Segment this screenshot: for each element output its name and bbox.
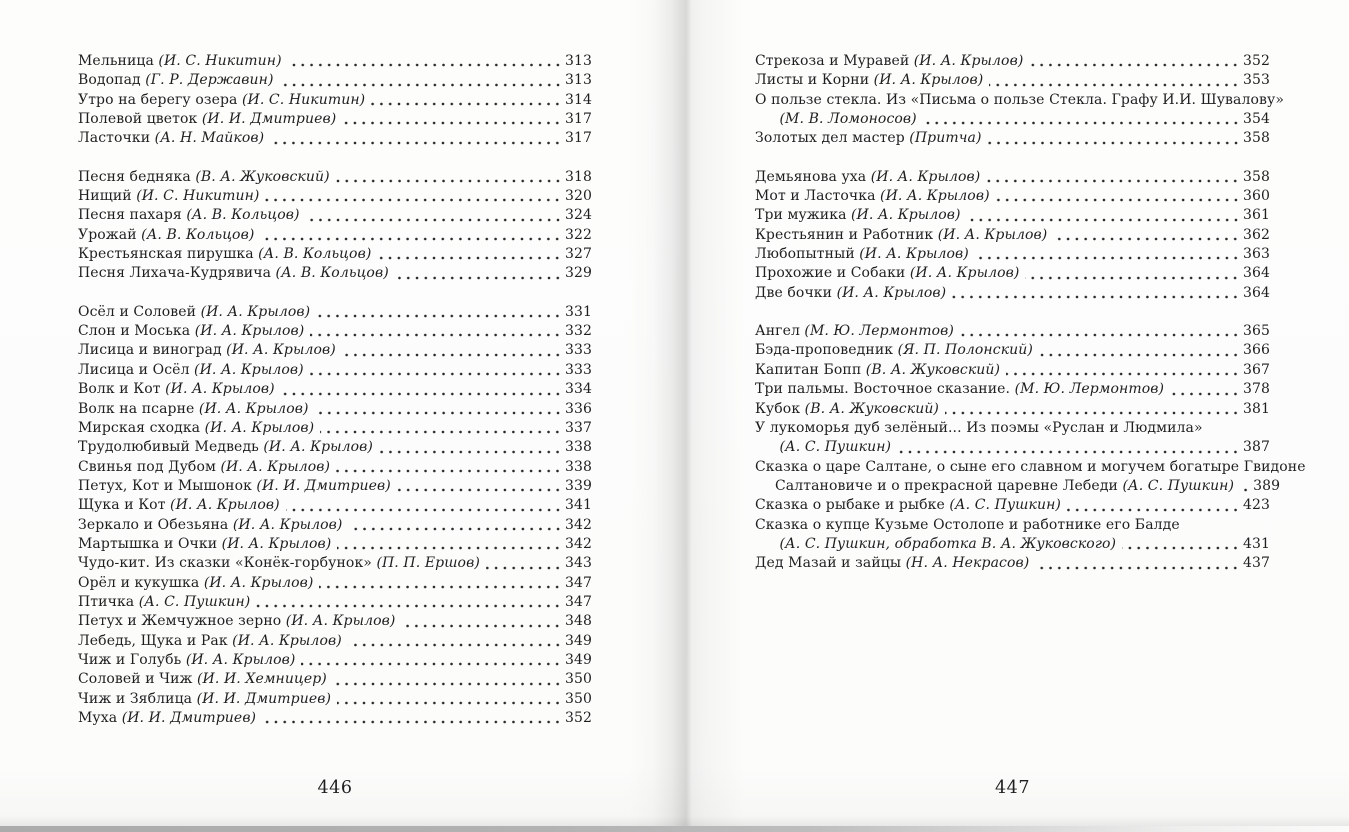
- dot-leader: [280, 76, 562, 89]
- entry-author: (И. А. Крылов): [870, 168, 981, 185]
- entry-title: Три пальмы. Восточное сказание.: [755, 381, 1011, 398]
- entry-page-number: 349: [564, 632, 592, 649]
- toc-entry: [78, 110, 592, 129]
- entry-author: (А. Н. Майков): [154, 130, 265, 147]
- dot-leader: [336, 172, 562, 185]
- entry-page-number: 349: [564, 651, 592, 668]
- entry-page-number: 367: [1242, 361, 1270, 378]
- toc-entry: [78, 419, 592, 438]
- dot-leader: [281, 385, 562, 398]
- entry-title: Песня Лихача-Кудрявича: [78, 265, 272, 282]
- toc-entry: [755, 341, 1270, 360]
- entry-title: Сказка о купце Кузьме Остолопе и работнике его Балде: [755, 516, 1180, 533]
- toc-entry: [78, 612, 592, 631]
- entry-title: Песня пахаря: [78, 207, 182, 224]
- dot-leader: [486, 559, 562, 572]
- toc-group: [755, 322, 1306, 573]
- toc-entry: [78, 71, 592, 90]
- entry-title: Урожай: [78, 226, 137, 243]
- toc-entry: [78, 226, 592, 245]
- dot-leader: [395, 269, 562, 282]
- entry-title: Трудолюбивый Медведь: [78, 439, 259, 456]
- dot-leader: [320, 423, 562, 436]
- entry-title: Водопад: [78, 72, 141, 89]
- entry-author: (И. И. Дмитриев): [256, 477, 391, 494]
- toc-entry: [78, 129, 592, 148]
- entry-title: Лисица и Осёл: [78, 361, 190, 378]
- toc-entry: [78, 535, 592, 554]
- toc-entry: [78, 303, 592, 322]
- entry-author: (И. А. Крылов): [221, 535, 332, 552]
- entry-author: (И. А. Крылов): [836, 284, 947, 301]
- dot-leader: [989, 76, 1240, 89]
- dot-leader: [377, 249, 562, 262]
- toc-entry: [755, 535, 1270, 554]
- entry-page-number: 313: [564, 53, 592, 69]
- toc-right: [755, 52, 1306, 574]
- toc-group: [78, 168, 592, 284]
- toc-entry: [755, 322, 1270, 341]
- entry-page-number: 354: [1242, 111, 1270, 128]
- toc-entry: [755, 129, 1270, 148]
- entry-title: Мирская сходка: [78, 419, 201, 436]
- toc-entry: [755, 419, 1270, 438]
- entry-author: (И. А. Крылов): [165, 381, 275, 398]
- dot-leader: [315, 404, 562, 417]
- entry-author: (И. А. Крылов): [204, 419, 315, 436]
- entry-page-number: 347: [564, 593, 592, 610]
- entry-title: Петух и Жемчужное зерно: [78, 613, 282, 630]
- toc-entry: [755, 91, 1284, 110]
- entry-page-number: 342: [564, 535, 592, 552]
- dot-leader: [397, 481, 562, 494]
- toc-entry: [78, 361, 592, 380]
- entry-author: (А. В. Кольцов): [186, 207, 300, 224]
- entry-author: (И. А. Крылов): [850, 207, 961, 224]
- entry-page-number: 378: [1242, 381, 1270, 398]
- entry-author: (И. И. Дмитриев): [121, 710, 257, 726]
- dot-leader: [1025, 269, 1240, 282]
- entry-author: (И. А. Крылов): [285, 613, 396, 630]
- entry-author: (И. С. Никитин): [241, 91, 366, 108]
- toc-entry: [78, 380, 592, 399]
- toc-entry: [755, 361, 1270, 380]
- dot-leader: [1122, 539, 1240, 552]
- folio-right: 447: [995, 778, 1030, 798]
- entry-author: (И. А. Крылов): [909, 265, 1020, 282]
- toc-group: [78, 52, 592, 149]
- entry-page-number: 327: [564, 246, 592, 263]
- toc-entry: [78, 554, 592, 573]
- entry-page-number: 352: [564, 710, 592, 726]
- entry-page-number: 348: [564, 613, 592, 630]
- dot-leader: [1039, 346, 1240, 359]
- entry-page-number: 389: [1253, 477, 1281, 494]
- entry-page-number: 329: [564, 265, 592, 282]
- entry-page-number: 320: [564, 188, 592, 205]
- entry-page-number: 352: [1242, 53, 1270, 69]
- entry-page-number: 313: [564, 72, 592, 89]
- entry-page-number: 322: [564, 226, 592, 243]
- entry-page-number: 358: [1242, 130, 1270, 147]
- toc-entry: [755, 380, 1270, 399]
- entry-title: Ласточки: [78, 130, 151, 147]
- entry-author: (И. А. Крылов): [937, 226, 1048, 243]
- dot-leader: [996, 191, 1240, 204]
- toc-group: [755, 168, 1270, 303]
- toc-entry: [78, 496, 592, 515]
- entry-page-number: 333: [564, 342, 592, 359]
- entry-author: (И. А. Крылов): [170, 497, 280, 514]
- entry-author: (И. А. Крылов): [873, 72, 984, 89]
- entry-author: (В. А. Жуковский): [865, 361, 1001, 378]
- toc-entry: [755, 52, 1270, 71]
- entry-author: (М. В. Ломоносов): [779, 111, 917, 128]
- toc-entry: [78, 516, 592, 535]
- toc-left: [78, 52, 592, 728]
- page-left: [78, 52, 592, 812]
- entry-page-number: 347: [564, 574, 592, 591]
- entry-title: Мот и Ласточка: [755, 188, 876, 205]
- dot-leader: [986, 172, 1240, 185]
- entry-page-number: 334: [564, 381, 592, 398]
- entry-page-number: 339: [564, 477, 592, 494]
- entry-title: Орёл и кукушка: [78, 574, 200, 591]
- entry-title: Стрекоза и Муравей: [755, 53, 910, 69]
- dot-leader: [1053, 230, 1240, 243]
- entry-title: Полевой цветок: [78, 111, 198, 128]
- dot-leader: [337, 539, 562, 552]
- entry-author: (И. А. Крылов): [263, 439, 373, 456]
- dot-leader: [349, 520, 562, 533]
- entry-page-number: 341: [564, 497, 592, 514]
- entry-title: Сказка о рыбаке и рыбке: [755, 497, 945, 514]
- entry-page-number: 317: [564, 130, 592, 147]
- entry-title: Три мужика: [755, 207, 847, 224]
- toc-entry: [755, 71, 1270, 90]
- entry-title: Слон и Моська: [78, 323, 191, 340]
- entry-title: Демьянова уха: [755, 168, 867, 185]
- toc-entry: [78, 400, 592, 419]
- dot-leader: [316, 307, 562, 320]
- toc-entry: [78, 670, 592, 689]
- entry-page-number: 350: [564, 690, 592, 707]
- toc-entry: [78, 690, 592, 709]
- dot-leader: [952, 288, 1240, 301]
- dot-leader: [260, 230, 562, 243]
- dot-leader: [945, 404, 1240, 417]
- entry-page-number: 365: [1242, 323, 1270, 340]
- dot-leader: [286, 501, 562, 514]
- entry-title: Свинья под Дубом: [78, 458, 216, 475]
- entry-title: Крестьянин и Работник: [755, 226, 934, 243]
- entry-title: У лукоморья дуб зелёный... Из поэмы «Руслан и Людмила»: [755, 419, 1203, 436]
- dot-leader: [1170, 385, 1240, 398]
- toc-entry: [78, 458, 592, 477]
- entry-author: (А. С. Пушкин): [949, 497, 1061, 514]
- book-bottom-shadow: [0, 816, 1349, 826]
- entry-page-number: 333: [564, 361, 592, 378]
- entry-page-number: 364: [1242, 284, 1270, 301]
- toc-entry: [78, 651, 592, 670]
- dot-leader: [288, 56, 562, 69]
- toc-entry: [78, 52, 592, 71]
- entry-author: (М. Ю. Лермонтов): [804, 323, 954, 340]
- entry-title: Волк и Кот: [78, 381, 161, 398]
- dot-leader: [923, 114, 1240, 127]
- entry-title: Зеркало и Обезьяна: [78, 516, 229, 533]
- entry-title: Прохожие и Собаки: [755, 265, 906, 282]
- book-bottom-edge: [0, 826, 1349, 832]
- entry-title: Утро на берегу озера: [78, 91, 238, 108]
- entry-author: (И. А. Крылов): [200, 303, 311, 320]
- entry-author: (А. В. Кольцов): [258, 246, 372, 263]
- entry-page-number: 431: [1242, 535, 1270, 552]
- entry-page-number: 338: [564, 439, 592, 456]
- entry-author: (А. С. Пушкин, обработка В. А. Жуковского): [779, 535, 1117, 552]
- toc-entry: [755, 554, 1270, 573]
- dot-leader: [310, 365, 562, 378]
- entry-title: Листы и Корни: [755, 72, 870, 89]
- entry-title: Бэда-проповедник: [755, 342, 894, 359]
- toc-group: [78, 303, 592, 729]
- entry-author: (И. А. Крылов): [185, 651, 296, 668]
- dot-leader: [342, 346, 562, 359]
- entry-page-number: 338: [564, 458, 592, 475]
- entry-title: Лебедь, Щука и Рак: [78, 632, 228, 649]
- dot-leader: [265, 191, 562, 204]
- entry-author: (И. А. Крылов): [203, 574, 314, 591]
- entry-author: (Притча): [909, 130, 982, 147]
- entry-title: Крестьянская пирушка: [78, 246, 254, 263]
- toc-entry: [78, 574, 592, 593]
- entry-page-number: 350: [564, 671, 592, 688]
- entry-author: (Н. А. Некрасов): [905, 555, 1030, 572]
- entry-author: (И. А. Крылов): [198, 400, 309, 417]
- entry-title: Осёл и Соловей: [78, 303, 197, 320]
- dot-leader: [270, 134, 562, 147]
- entry-page-number: 363: [1242, 246, 1270, 263]
- toc-entry: [755, 284, 1270, 303]
- dot-leader: [319, 578, 562, 591]
- entry-title: Капитан Бопп: [755, 361, 862, 378]
- entry-title: Любопытный: [755, 246, 855, 263]
- entry-author: (И. И. Хемницер): [197, 671, 327, 688]
- entry-author: (М. Ю. Лермонтов): [1014, 381, 1165, 398]
- entry-page-number: 360: [1242, 188, 1270, 205]
- toc-entry: [78, 168, 592, 187]
- toc-entry: [755, 458, 1306, 477]
- book-gutter-shadow: [628, 0, 744, 832]
- dot-leader: [337, 694, 562, 707]
- entry-page-number: 336: [564, 400, 592, 417]
- dot-leader: [306, 211, 562, 224]
- toc-entry: [78, 187, 592, 206]
- entry-title: Мельница: [78, 53, 154, 69]
- entry-title: Чудо-кит. Из сказки «Конёк-горбунок»: [78, 555, 372, 572]
- toc-entry: [78, 91, 592, 110]
- entry-title: Две бочки: [755, 284, 833, 301]
- entry-title: Щука и Кот: [78, 497, 166, 514]
- dot-leader: [988, 134, 1240, 147]
- entry-title: Петух, Кот и Мышонок: [78, 477, 252, 494]
- entry-title: Чиж и Голубь: [78, 651, 182, 668]
- entry-title: Дед Мазай и зайцы: [755, 555, 902, 572]
- entry-title: Муха: [78, 710, 118, 726]
- entry-page-number: 342: [564, 516, 592, 533]
- dot-leader: [371, 95, 562, 108]
- dot-leader: [379, 443, 562, 456]
- page-right: [755, 52, 1306, 812]
- toc-entry: [755, 400, 1270, 419]
- entry-page-number: 362: [1242, 226, 1270, 243]
- toc-group: [755, 52, 1284, 149]
- dot-leader: [960, 326, 1240, 339]
- dot-leader: [1240, 481, 1250, 494]
- entry-title: Песня бедняка: [78, 168, 191, 185]
- entry-author: (И. И. Дмитриев): [201, 111, 337, 128]
- toc-entry: [78, 264, 592, 283]
- toc-entry: [78, 322, 592, 341]
- toc-entry: [755, 245, 1270, 264]
- entry-author: (В. А. Жуковский): [804, 400, 939, 417]
- entry-title: Соловей и Чиж: [78, 671, 193, 688]
- dot-leader: [967, 211, 1240, 224]
- toc-entry: [755, 496, 1270, 515]
- dot-leader: [975, 249, 1240, 262]
- dot-leader: [301, 655, 562, 668]
- toc-entry: [755, 264, 1270, 283]
- entry-page-number: 317: [564, 111, 592, 128]
- entry-author: (Г. Р. Державин): [145, 72, 274, 89]
- entry-author: (И. А. Крылов): [226, 342, 336, 359]
- entry-author: (И. А. Крылов): [859, 246, 969, 263]
- toc-entry: [755, 110, 1270, 129]
- entry-author: (И. С. Никитин): [136, 188, 260, 205]
- toc-entry: [78, 341, 592, 360]
- entry-title: Чиж и Зяблица: [78, 690, 193, 707]
- entry-page-number: 314: [564, 91, 592, 108]
- dot-leader: [1035, 559, 1240, 572]
- toc-entry: [78, 709, 592, 728]
- dot-leader: [262, 713, 562, 726]
- entry-title: Птичка: [78, 593, 135, 610]
- entry-title: О пользе стекла. Из «Письма о пользе Стекла. Графу И.И. Шувалову»: [755, 91, 1284, 108]
- entry-title: Лисица и виноград: [78, 342, 222, 359]
- toc-entry: [755, 187, 1270, 206]
- dot-leader: [401, 617, 562, 630]
- entry-page-number: 366: [1242, 342, 1270, 359]
- entry-page-number: 364: [1242, 265, 1270, 282]
- toc-entry: [755, 516, 1270, 535]
- toc-entry: [755, 168, 1270, 187]
- entry-page-number: 332: [564, 323, 592, 340]
- dot-leader: [1067, 501, 1240, 514]
- toc-entry: [78, 593, 592, 612]
- entry-page-number: 387: [1242, 439, 1270, 456]
- entry-title: Кубок: [755, 400, 801, 417]
- dot-leader: [342, 114, 562, 127]
- toc-entry: [78, 245, 592, 264]
- entry-page-number: 318: [564, 168, 592, 185]
- entry-author: (А. С. Пушкин): [779, 439, 892, 456]
- toc-entry: [78, 477, 592, 496]
- entry-page-number: 324: [564, 207, 592, 224]
- entry-title: Ангел: [755, 323, 800, 340]
- entry-author: (И. С. Никитин): [158, 53, 282, 69]
- entry-author: (И. И. Дмитриев): [196, 690, 332, 707]
- entry-author: (А. В. Кольцов): [275, 265, 389, 282]
- entry-title: Волк на псарне: [78, 400, 195, 417]
- entry-page-number: 331: [564, 303, 592, 320]
- entry-title: Салтановиче и о прекрасной царевне Лебеди: [775, 477, 1118, 494]
- dot-leader: [310, 326, 562, 339]
- entry-page-number: 361: [1242, 207, 1270, 224]
- entry-page-number: 423: [1242, 497, 1270, 514]
- toc-entry: [78, 632, 592, 651]
- toc-entry: [755, 477, 1281, 496]
- entry-author: (И. А. Крылов): [880, 188, 990, 205]
- dot-leader: [256, 597, 562, 610]
- entry-page-number: 381: [1242, 400, 1270, 417]
- entry-title: Нищий: [78, 188, 132, 205]
- dot-leader: [897, 443, 1240, 456]
- entry-author: (А. С. Пушкин): [1122, 477, 1235, 494]
- entry-author: (А. В. Кольцов): [141, 226, 255, 243]
- entry-page-number: 343: [564, 555, 592, 572]
- entry-author: (И. А. Крылов): [232, 516, 343, 533]
- folio-left: 446: [317, 778, 353, 798]
- toc-entry: [755, 438, 1270, 457]
- entry-author: (И. А. Крылов): [220, 458, 331, 475]
- dot-leader: [1029, 56, 1240, 69]
- entry-title: Золотых дел мастер: [755, 130, 905, 147]
- entry-title: Мартышка и Очки: [78, 535, 218, 552]
- entry-author: (П. П. Ершов): [376, 555, 480, 572]
- entry-page-number: 353: [1242, 72, 1270, 89]
- dot-leader: [336, 462, 562, 475]
- entry-author: (И. А. Крылов): [194, 361, 304, 378]
- entry-author: (И. А. Крылов): [232, 632, 342, 649]
- entry-author: (А. С. Пушкин): [138, 593, 251, 610]
- entry-author: (И. А. Крылов): [194, 323, 305, 340]
- entry-page-number: 437: [1242, 555, 1270, 572]
- dot-leader: [1006, 365, 1240, 378]
- entry-title: Сказка о царе Салтане, о сыне его славном и могучем богатыре Гвидоне: [755, 458, 1306, 475]
- entry-page-number: 358: [1242, 168, 1270, 185]
- toc-entry: [755, 226, 1270, 245]
- toc-entry: [755, 206, 1270, 225]
- toc-entry: [78, 206, 592, 225]
- toc-entry: [78, 438, 592, 457]
- entry-author: (В. А. Жуковский): [195, 168, 330, 185]
- entry-author: (Я. П. Полонский): [897, 342, 1033, 359]
- dot-leader: [348, 636, 562, 649]
- entry-page-number: 337: [564, 419, 592, 436]
- entry-author: (И. А. Крылов): [913, 53, 1024, 69]
- dot-leader: [333, 675, 562, 688]
